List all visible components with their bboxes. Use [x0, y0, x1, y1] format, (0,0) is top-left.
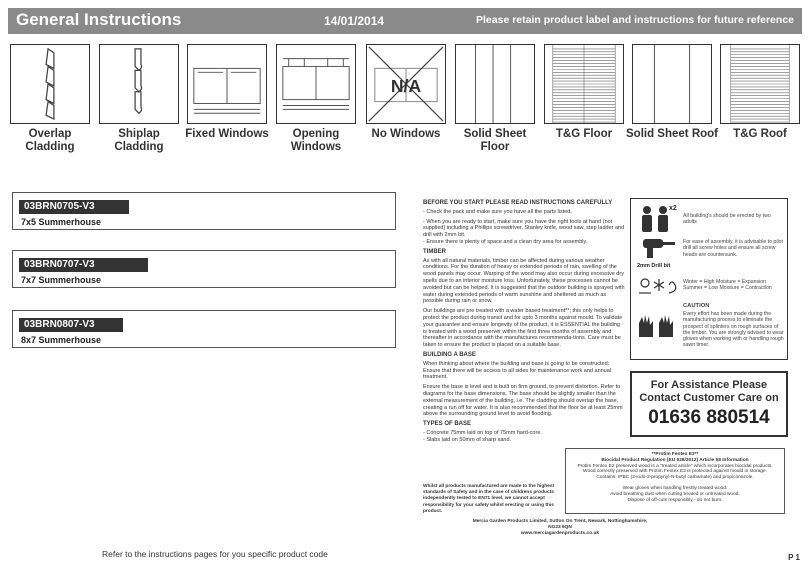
footer-note: Refer to the instructions pages for you specific product code	[102, 549, 328, 559]
protim-line: Protim Fentex E2 preserved wood is a "treated article" which incorporates biocidal products.	[577, 463, 773, 469]
no-windows-icon	[366, 44, 446, 124]
retain-notice: Please retain product label and instructions for future reference	[476, 14, 794, 26]
card-label-overlap: Overlap Cladding	[25, 128, 75, 153]
types-text: - Concrete 75mm laid on top of 75mm hard-core.	[423, 429, 542, 436]
card-label-shiplap: Shiplap Cladding	[114, 128, 164, 153]
tips-panel	[630, 198, 788, 360]
protim-info-box	[565, 448, 785, 514]
types-heading: TYPES OF BASE	[423, 421, 472, 428]
instruction-text: - Check the pack and make sure you have all the parts listed.	[423, 208, 572, 215]
timber-heading: TIMBER	[423, 248, 446, 255]
gloves-icon	[637, 313, 679, 339]
weather-text: Winter = High Moisture = Expansion Summer = Low Moisture = Contraction	[683, 279, 772, 292]
card-label-tg-floor: T&G Floor	[555, 128, 613, 140]
protim-title: **Protim Fentex E3**	[651, 452, 699, 457]
card-label-tg-roof: T&G Roof	[733, 128, 787, 140]
solid-sheet-floor-icon	[455, 44, 535, 124]
instructions-column	[423, 200, 625, 447]
header-bar	[8, 8, 802, 34]
overlap-cladding-icon	[10, 44, 90, 124]
na-overlay: N/A	[390, 75, 422, 96]
product-code: 03BRN0705-V3	[19, 200, 129, 214]
company-info	[470, 519, 650, 538]
solid-sheet-roof-icon	[632, 44, 712, 124]
base-text: When thinking about where the building and base is going to be constructed: Ensure that there will be access to all sides for maintenance work and annual treatment.	[423, 360, 612, 381]
card-label-solid-sheet-roof: Solid Sheet Roof	[626, 128, 718, 140]
protim-line: Wear gloves when handling freshly treated wood.	[622, 485, 728, 491]
product-box	[12, 310, 396, 348]
product-box	[12, 250, 396, 288]
drill-text: For ease of assembly, it is advisable to pilot drill all screw holes and ensure all screw heads are countersunk.	[683, 239, 783, 258]
tg-floor-icon	[544, 44, 624, 124]
card-label-opening-windows: Opening Windows	[290, 128, 342, 153]
shiplap-cladding-icon	[99, 44, 179, 124]
fixed-windows-icon	[187, 44, 267, 124]
product-box	[12, 192, 396, 230]
assistance-line-2: Contact Customer Care on	[639, 392, 779, 404]
card-label-solid-sheet-floor: Solid Sheet Floor	[463, 128, 527, 153]
people-count: x2	[669, 205, 677, 212]
product-name: 8x7 Summerhouse	[21, 335, 102, 345]
assistance-box	[630, 371, 788, 437]
card-label-fixed-windows: Fixed Windows	[185, 128, 269, 140]
product-code: 03BRN0807-V3	[19, 318, 123, 332]
base-text: Ensure the base is level and is built on firm ground, to prevent distortion. Refer to diagrams for the base dimensions. The base should be slightly smaller than the external measurement of the building, i.e. The cladding should overlap the base, creating a run off for water. It is also recommended that the floor be at least 25mm above the surrounding ground level to avoid flooding.	[423, 384, 623, 418]
company-address: Mercia Garden Products Limited, Sutton On Trent, Newark, Nottinghamshire, NG23 6QN	[472, 519, 648, 531]
drill-label: 2mm Drill bit	[637, 263, 671, 269]
protim-regulation: Biocidal Product Regulation (EU 528/2012) Article 58 Information	[601, 457, 749, 463]
protim-line: Wood correctly preserved with Protim Fentex E2 is protected against mould in storage.	[583, 469, 767, 475]
caution-heading: CAUTION	[683, 303, 710, 309]
people-text: All building's should be erected by two adults	[683, 213, 771, 226]
caution-text: Every effort has been made during the manufacturing process to eliminate the prospect of splinters on rough surfaces of the timber. You are strongly advised to wear gloves when working with or handling rough sawn timer.	[683, 311, 784, 349]
protim-line: Avoid breathing dust when cutting treated or untreated wood.	[610, 491, 740, 497]
instruction-text: - Ensure there is plenty of space and a clean dry area for assembly.	[423, 238, 588, 245]
drill-icon	[637, 237, 677, 259]
document-date: 14/01/2014	[324, 14, 385, 28]
opening-windows-icon	[276, 44, 356, 124]
types-text: - Slabs laid on 50mm of sharp sand.	[423, 436, 512, 443]
tg-roof-icon	[720, 44, 800, 124]
product-name: 7x5 Summerhouse	[21, 217, 102, 227]
card-label-no-windows: No Windows	[371, 128, 441, 140]
assistance-line-1: For Assistance Please	[650, 379, 768, 391]
base-heading: BUILDING A BASE	[423, 351, 476, 358]
timber-text: As with all natural materials, timber can be affected during various weather conditions. For the duration of heavy or extended periods of rain, swelling of the wood panels may occur. Warping of the wood may also occur during excessive dry spells due to an interior moisture loss. Unfortunately, these processes cannot be avoided but can be helped. It is suggested that the outdoor building is sprayed with water during extended periods of warm sunshine and sheltered as much as possible during rain or snow.	[423, 257, 625, 305]
protim-line: Dispose of off-cuts responsibly - do not burn.	[627, 497, 723, 503]
instruction-text: - When you are ready to start, make sure you have the right tools at hand (not supplied) including a Phillips screwdriver, Stanley knife, wood saw, step ladder and drill with 2mm bit.	[423, 218, 625, 239]
company-website[interactable]: www.merciagardenproducts.co.uk	[520, 531, 600, 537]
product-name: 7x7 Summerhouse	[21, 275, 102, 285]
protim-line: Contains: IPBC (3-iodo-2-propynyl-N-butyl carbamate) and propiconazole.	[596, 475, 754, 481]
safety-warning: Whilst all products manufactured are made to the highest standards of Safety and in the case of childrens products independently tested to EN71 level, we cannot accept responsibility for your safety whilst erecting or using this product.	[423, 484, 555, 514]
timber-text: Our buildings are pre treated with a water based treatment**; this only helps to protect the product during transit and for upto 3 months against mould. To validate your guarantee and ensure longevity of the product, it is ESSENTIAL the building is treated with a wood preserver within the first three months of assembly and thereafter in accordance with the manufactures recommenda-tions. Care must be taken to ensure the product is placed on a suitable base.	[423, 308, 623, 349]
page-number: P 1	[788, 553, 800, 562]
page-title: General Instructions	[16, 10, 182, 29]
weather-icon	[637, 275, 679, 297]
customer-care-phone[interactable]: 01636 880514	[648, 407, 770, 428]
instructions-heading: BEFORE YOU START PLEASE READ INSTRUCTIONS CAREFULLY	[423, 200, 613, 206]
product-code: 03BRN0707-V3	[19, 258, 148, 272]
